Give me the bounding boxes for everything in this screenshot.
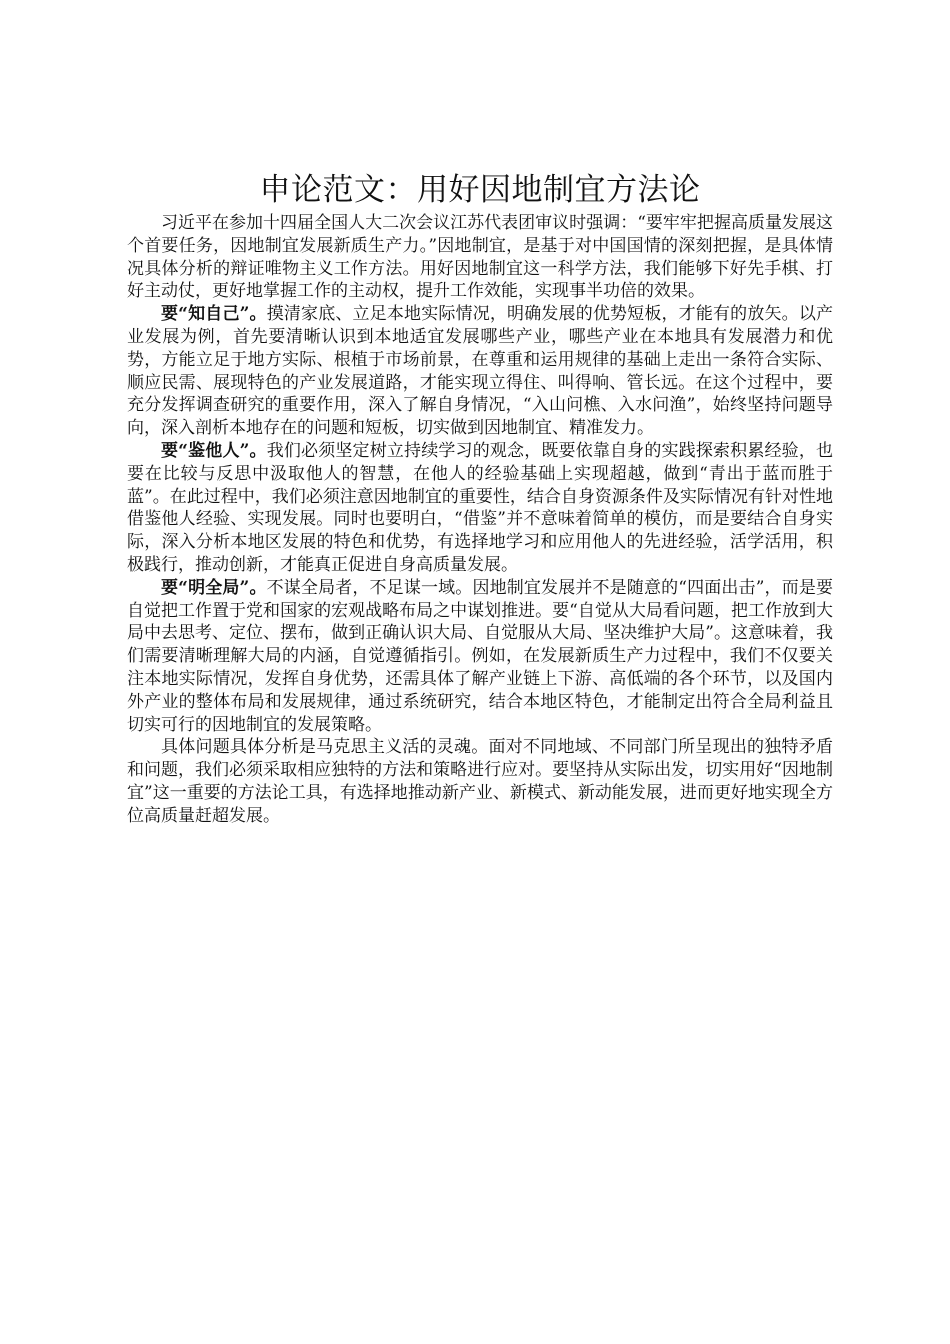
intro-paragraph: 习近平在参加十四届全国人大二次会议江苏代表团审议时强调：“要牢牢把握高质量发展这个首要任务，因地制宜发展新质生产力。”因地制宜，是基于对中国国情的深刻把握，是具体情况具体分析的辩证唯物主义工作方法。用好因地制宜这一科学方法，我们能够下好先手棋、打好主动仗，更好地掌握工作的主动权，提升工作效能，实现事半功倍的效果。 xyxy=(127,213,833,302)
essay-body xyxy=(127,170,833,828)
section-heading-learn-from-others: 要“鉴他人”。 xyxy=(161,440,267,461)
section-text-overall-picture: 不谋全局者，不足谋一域。因地制宜发展并不是随意的“四面出击”，而是要自觉把工作置于党和国家的宏观战略布局之中谋划推进。要“自觉从大局看问题，把工作放到大局中去思考、定位、摆布，做到正确认识大局、自觉服从大局、坚决维护大局”。这意味着，我们需要清晰理解大局的内涵，自觉遵循指引。例如，在发展新质生产力过程中，我们不仅要关注本地实际情况，发挥自身优势，还需具体了解产业链上下游、高低端的各个环节，以及国内外产业的整体布局和发展规律，通过系统研究，结合本地区特色，才能制定出符合全局利益且切实可行的因地制宜的发展策略。 xyxy=(127,577,833,735)
section-paragraph-learn-from-others xyxy=(127,440,833,577)
conclusion-paragraph: 具体问题具体分析是马克思主义活的灵魂。面对不同地域、不同部门所呈现出的独特矛盾和问题，我们必须采取相应独特的方法和策略进行应对。要坚持从实际出发，切实用好“因地制宜”这一重要的方法论工具，有选择地推动新产业、新模式、新动能发展，进而更好地实现全方位高质量赶超发展。 xyxy=(127,737,833,826)
section-heading-know-yourself: 要“知自己”。 xyxy=(161,304,267,325)
section-heading-overall-picture: 要“明全局”。 xyxy=(161,577,267,598)
section-paragraph-know-yourself xyxy=(127,303,833,440)
section-paragraph-overall-picture xyxy=(127,577,833,737)
section-text-know-yourself: 摸清家底、立足本地实际情况，明确发展的优势短板，才能有的放矢。以产业发展为例，首先要清晰认识到本地适宜发展哪些产业，哪些产业在本地具有发展潜力和优势，方能立足于地方实际、根植于市场前景，在尊重和运用规律的基础上走出一条符合实际、顺应民需、展现特色的产业发展道路，才能实现立得住、叫得响、管长远。在这个过程中，要充分发挥调查研究的重要作用，深入了解自身情况，“入山问樵、入水问渔”，始终坚持问题导向，深入剖析本地存在的问题和短板，切实做到因地制宜、精准发力。 xyxy=(127,304,833,439)
essay-title: 申论范文：用好因地制宜方法论 xyxy=(259,172,701,208)
section-text-learn-from-others: 我们必须坚定树立持续学习的观念，既要依靠自身的实践探索积累经验，也要在比较与反思中汲取他人的智慧，在他人的经验基础上实现超越，做到“青出于蓝而胜于蓝”。在此过程中，我们必须注意因地制宜的重要性，结合自身资源条件及实际情况有针对性地借鉴他人经验、实现发展。同时也要明白，“借鉴”并不意味着简单的模仿，而是要结合自身实际，深入分析本地区发展的特色和优势，有选择地学习和应用他人的先进经验，活学活用，积极践行，推动创新，才能真正促进自身高质量发展。 xyxy=(127,440,833,575)
